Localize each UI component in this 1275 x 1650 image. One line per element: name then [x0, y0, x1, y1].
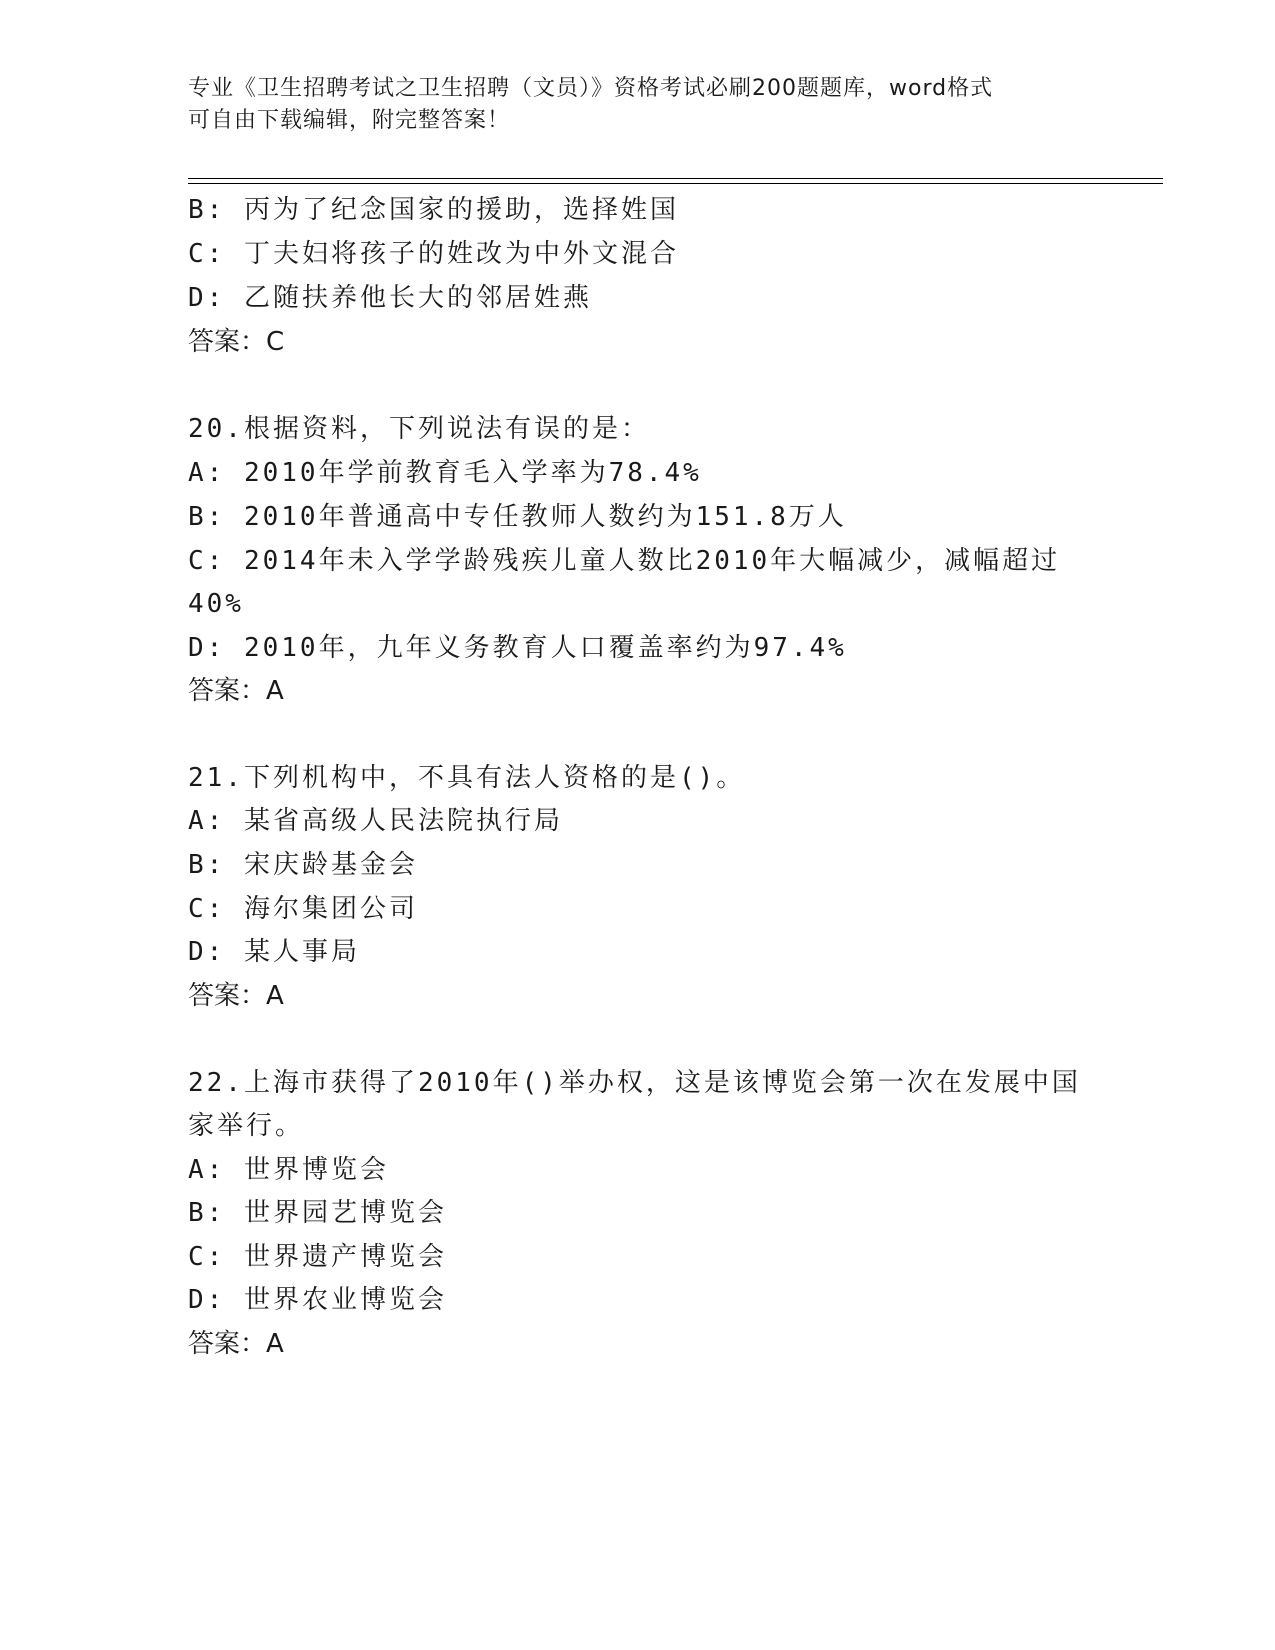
q22-question-line-2: 家举行。	[188, 1111, 305, 1141]
q19-option-d: D: 乙随扶养他长大的邻居姓燕	[188, 283, 592, 313]
q20-option-d: D: 2010年，九年义务教育人口覆盖率约为97.4%	[188, 633, 847, 663]
q20-question: 20.根据资料，下列说法有误的是：	[188, 414, 650, 444]
q20-answer: 答案：A	[188, 676, 284, 706]
q21-question: 21.下列机构中，不具有法人资格的是()。	[188, 763, 746, 793]
header-title-line-2: 可自由下载编辑，附完整答案！	[188, 108, 511, 133]
header-divider-top	[188, 178, 1163, 179]
q20-option-b: B: 2010年普通高中专任教师人数约为151.8万人	[188, 502, 847, 532]
q22-option-c: C: 世界遗产博览会	[188, 1242, 447, 1272]
q19-option-b: B: 丙为了纪念国家的援助，选择姓国	[188, 195, 679, 225]
header-divider-bottom	[188, 183, 1163, 184]
q22-option-d: D: 世界农业博览会	[188, 1285, 447, 1315]
q20-option-c-line-1: C: 2014年未入学学龄残疾儿童人数比2010年大幅减少，减幅超过	[188, 546, 1061, 576]
q21-option-d: D: 某人事局	[188, 937, 360, 967]
q19-answer: 答案：C	[188, 327, 285, 357]
header-title-line-1: 专业《卫生招聘考试之卫生招聘（文员）》资格考试必刷200题题库，word格式	[188, 76, 994, 101]
q19-option-c: C: 丁夫妇将孩子的姓改为中外文混合	[188, 239, 679, 269]
q20-option-a: A: 2010年学前教育毛入学率为78.4%	[188, 458, 702, 488]
q21-answer: 答案：A	[188, 981, 284, 1011]
q22-answer: 答案：A	[188, 1329, 284, 1359]
q22-option-a: A: 世界博览会	[188, 1155, 389, 1185]
q21-option-c: C: 海尔集团公司	[188, 894, 418, 924]
document-header	[188, 73, 1088, 137]
q21-option-b: B: 宋庆龄基金会	[188, 850, 418, 880]
q21-option-a: A: 某省高级人民法院执行局	[188, 806, 563, 836]
q22-option-b: B: 世界园艺博览会	[188, 1198, 447, 1228]
q22-question-line-1: 22.上海市获得了2010年()举办权，这是该博览会第一次在发展中国	[188, 1068, 1081, 1098]
q20-option-c-line-2: 40%	[188, 589, 244, 619]
